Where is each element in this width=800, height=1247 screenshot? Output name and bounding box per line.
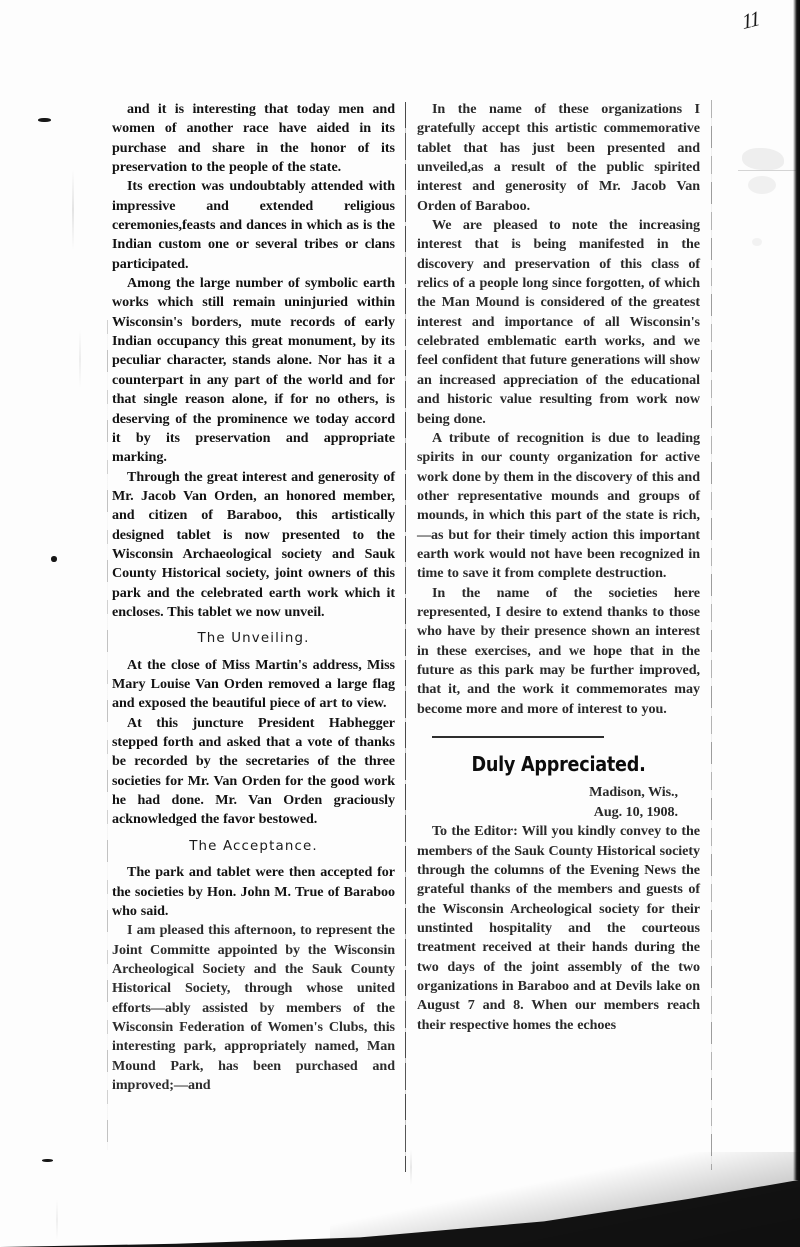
scan-streak xyxy=(79,330,81,388)
scan-speck xyxy=(38,118,51,122)
handwritten-page-number: 11 xyxy=(740,5,761,35)
scan-ghost-artifact xyxy=(748,176,776,194)
scan-ghost-artifact xyxy=(742,148,784,170)
column-divider-rule xyxy=(405,102,406,1172)
paragraph: At this juncture President Habhegger stepped forth and asked that a vote of thanks be recorded by the secretaries of the three societies for Mr. Van Orden for the good work he had done. Mr. Van Orden graciously acknowledged the favor bestowed. xyxy=(112,714,395,828)
scan-streak xyxy=(56,1200,58,1240)
paragraph: In the name of these organizations I gratefully accept this artistic commemorative tablet that has just been presented and unveiled,as a result of the public spirited interest and generosity of Mr. Jacob Van Orden of Baraboo. xyxy=(417,101,700,214)
paragraph: We are pleased to note the increasing interest that is being manifested in the discovery and preservation of this class of relics of a people long since forgotten, of which the Man Mound is considered of the greatest interest and importance of all Wisconsin's celebrated emblematic earth works, and we feel confident that future generations will show an increased appreciation of the educational and historic value resulting from work now being done. xyxy=(417,217,700,427)
clipping-left-edge xyxy=(107,320,108,1150)
dateline-place: Madison, Wis., xyxy=(589,784,678,800)
subheading-the-unveiling: The Unveiling. xyxy=(197,631,310,647)
scan-streak xyxy=(72,170,74,250)
scan-ghost-line xyxy=(738,170,796,171)
scanner-edge-shadow xyxy=(793,0,800,1180)
paragraph: A tribute of recognition is due to leading spirits in our county organization for active work done by them in the discovery of this and other representative mounds and groups of mounds, in which this part of the state is rich,—as but for their timely action this important earth work would not have been recognized in time to save it from complete destruction. xyxy=(417,429,700,582)
section-headline-duly-appreciated: Duly Appreciated. xyxy=(471,752,646,776)
subheading-the-acceptance: The Acceptance. xyxy=(189,838,318,854)
scan-ghost-artifact xyxy=(752,238,762,246)
scan-speck xyxy=(51,556,57,562)
paragraph: To the Editor: Will you kindly convey to the members of the Sauk County Historical society through the columns of the Evening News the grateful thanks of the members and guests of the Wisconsin Archeological society for their unstinted hospitality and the courteous treatment received at their hands during the two days of the joint assembly of the two organizations in Baraboo and at Devils lake on August 7 and 8. When our members reach their respective homes the echoes xyxy=(417,823,700,1033)
paragraph: In the name of the societies here represented, I desire to extend thanks to those who have by their presence shown an interest in these exercises, and we hope that in the future as this park may be further improved, that it, and the work it commemorates may become more and more of interest to you. xyxy=(417,584,700,717)
paragraph: The park and tablet were then accepted for the societies by Hon. John M. True of Baraboo who said. xyxy=(112,864,395,919)
paragraph: Through the great interest and generosity of Mr. Jacob Van Orden, an honored member, and citizen of Baraboo, this artistically designed tablet is now presented to the Wisconsin Archaeological society and Sauk County Historical society, joint owners of this park and the celebrated earth work which it encloses. This tablet we now unveil. xyxy=(112,468,395,620)
paragraph: I am pleased this afternoon, to represent the Joint Committe appointed by the Wisconsin Archeological Society and the Sauk County Historical Society, through whose united efforts—ably assisted by members of the Wisconsin Federation of Women's Clubs, this interesting park, appropriately named, Man Mound Park, has been purchased and improved;—and xyxy=(112,922,395,1093)
dateline-date: Aug. 10, 1908. xyxy=(593,803,678,820)
newspaper-clipping xyxy=(112,100,712,1175)
clipping-right-edge xyxy=(711,100,712,1170)
article-column-left xyxy=(112,100,395,1095)
paragraph: Among the large number of symbolic earth works which still remain uninjuried within Wisconsin's borders, mute records of early Indian occupancy this great monument, by its peculiar character, stands alone. Nor has it a counterpart in any part of the world and for that single reason alone, if for no others, is deserving of the prominence we today accord it by its preservation and appropriate marking. xyxy=(112,275,395,466)
scan-speck xyxy=(42,1159,53,1162)
paragraph: Its erection was undoubtably attended with impressive and extended religious ceremonies,feasts and dances in which as is the Indian custom one or several tribes or clans participated. xyxy=(112,178,395,272)
article-column-right xyxy=(417,100,700,1035)
paragraph: At the close of Miss Martin's address, Miss Mary Louise Van Orden removed a large flag and exposed the beautiful piece of art to view. xyxy=(112,656,395,712)
section-divider-rule xyxy=(432,736,604,738)
paragraph: and it is interesting that today men and women of another race have aided in its purchase and share in the honor of its preservation to the people of the state. xyxy=(112,101,395,176)
